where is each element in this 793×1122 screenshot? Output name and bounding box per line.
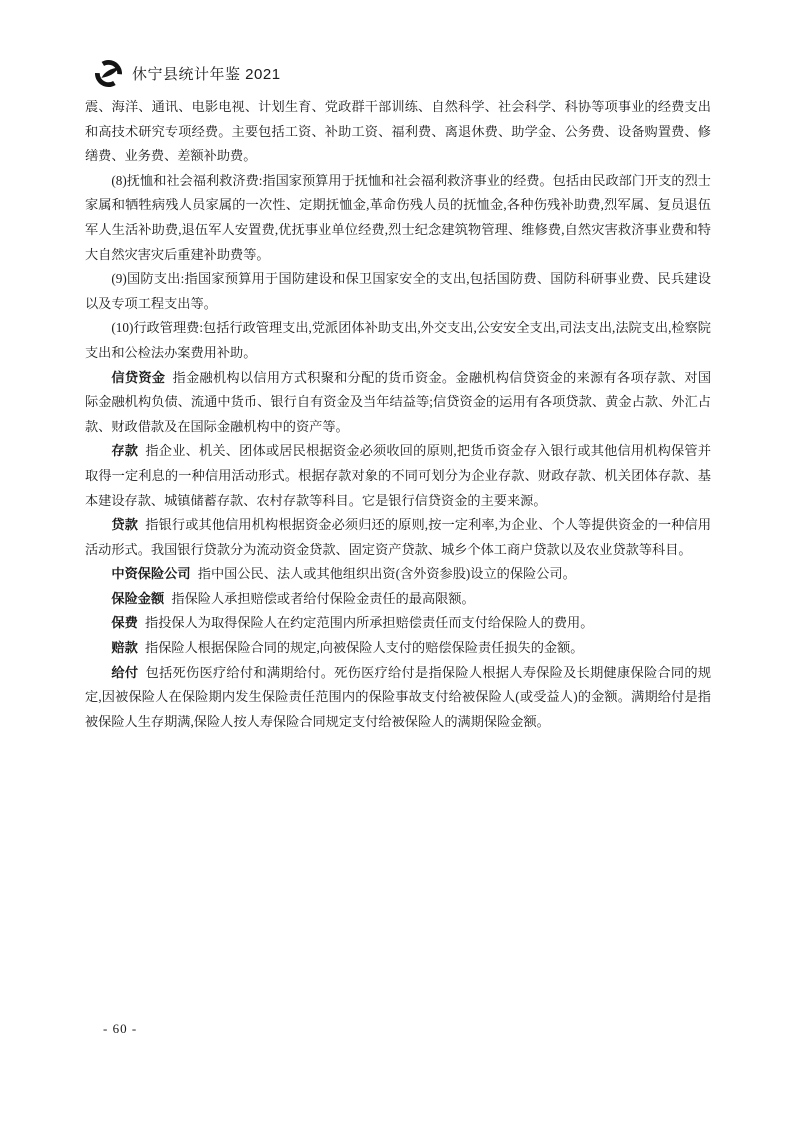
page-header [94, 58, 281, 89]
paragraph-item-10: (10)行政管理费:包括行政管理支出,党派团体补助支出,外交支出,公安安全支出,司法支出,法院支出,检察院支出和公检法办案费用补助。 [85, 320, 711, 360]
term-definition-payment: 包括死伤医疗给付和满期给付。死伤医疗给付是指保险人根据人寿保险及长期健康保险合同的规定,因被保险人在保险期内发生保险责任范围内的保险事故支付给被保险人(或受益人)的金额。满期给付是指被保险人生存期满,保险人按人寿保险合同规定支付给被保险人的满期保险金额。 [85, 664, 712, 729]
paragraph-term-loans [85, 513, 711, 562]
page-body-text [85, 95, 711, 734]
paragraph-term-insured-amount [85, 587, 711, 612]
paragraph-term-chinese-insurance-company [85, 562, 711, 587]
paragraph-term-credit-funds [85, 366, 711, 440]
term-definition-deposits: 指企业、机关、团体或居民根据资金必须收回的原则,把货币资金存入银行或其他信用机构保管并取得一定利息的一种信用活动形式。根据存款对象的不同可划分为企业存款、财政存款、机关团体存款、基本建设存款、城镇储蓄存款、农村存款等科目。它是银行信贷资金的主要来源。 [85, 443, 712, 508]
term-definition-indemnity: 指保险人根据保险合同的规定,向被保险人支付的赔偿保险责任损失的金额。 [145, 640, 584, 656]
term-label-loans: 贷款 [111, 517, 139, 533]
term-label-deposits: 存款 [111, 443, 139, 459]
term-label-premium: 保费 [111, 615, 138, 631]
yearbook-title: 休宁县统计年鉴 2021 [132, 66, 281, 83]
term-label-indemnity: 赔款 [111, 640, 138, 656]
paragraph-term-deposits [85, 439, 711, 513]
paragraph-term-payment [85, 661, 711, 735]
paragraph-item-8: (8)抚恤和社会福利救济费:指国家预算用于抚恤和社会福利救济事业的经费。包括由民政部门开支的烈士家属和牺牲病残人员家属的一次性、定期抚恤金,革命伤残人员的抚恤金,各种伤残补助费,烈军属、复员退伍军人生活补助费,退伍军人安置费,优抚事业单位经费,烈士纪念建筑物管理、维修费,自然灾害救济事业费和特大自然灾害灾后重建补助费等。 [85, 172, 711, 262]
term-definition-loans: 指银行或其他信用机构根据资金必须归还的原则,按一定利率,为企业、个人等提供资金的一种信用活动形式。我国银行贷款分为流动资金贷款、固定资产贷款、城乡个体工商户贷款以及农业贷款等科目。 [85, 517, 712, 557]
term-label-insured-amount: 保险金额 [111, 590, 165, 606]
term-definition-credit-funds: 指金融机构以信用方式积聚和分配的货币资金。金融机构信贷资金的来源有各项存款、对国际金融机构负债、流通中货币、银行自有资金及当年结益等;信贷资金的运用有各项贷款、黄金占款、外汇占款、财政借款及在国际金融机构中的资产等。 [85, 369, 712, 434]
paragraph-term-indemnity [85, 636, 711, 661]
term-label-credit-funds: 信贷资金 [111, 369, 166, 385]
paragraph-term-premium [85, 611, 711, 636]
paragraph-item-9: (9)国防支出:指国家预算用于国防建设和保卫国家安全的支出,包括国防费、国防科研事业费、民兵建设以及专项工程支出等。 [85, 271, 711, 311]
term-definition-premium: 指投保人为取得保险人在约定范围内所承担赔偿责任而支付给保险人的费用。 [145, 615, 594, 631]
term-label-payment: 给付 [111, 664, 139, 680]
yearbook-logo-icon [94, 58, 123, 89]
page-number: - 60 - [103, 1021, 138, 1036]
term-definition-insured-amount: 指保险人承担赔偿或者给付保险金责任的最高限额。 [171, 590, 475, 606]
term-definition-chinese-insurance-company: 指中国公民、法人或其他组织出资(含外资参股)设立的保险公司。 [197, 566, 576, 582]
term-label-chinese-insurance-company: 中资保险公司 [111, 566, 191, 582]
paragraph-continuation: 震、海洋、通讯、电影电视、计划生育、党政群干部训练、自然科学、社会科学、科协等项事业的经费支出和高技术研究专项经费。主要包括工资、补助工资、福利费、离退休费、助学金、公务费、设备购置费、修缮费、业务费、差额补助费。 [85, 99, 711, 164]
